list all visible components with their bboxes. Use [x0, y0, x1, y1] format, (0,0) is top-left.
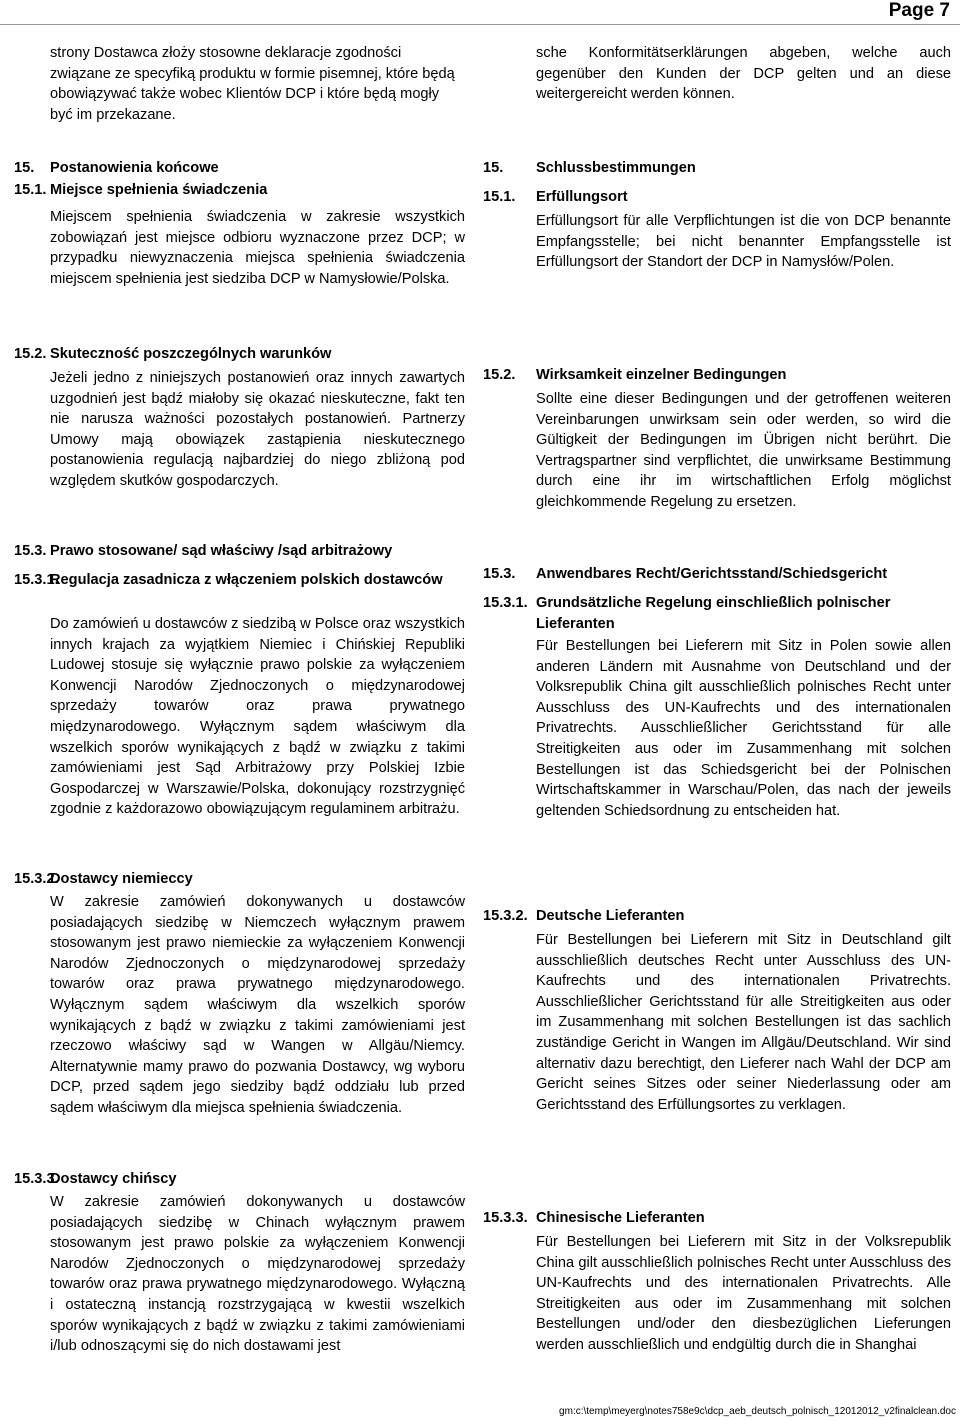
de-section-15-3-number: 15.3. — [483, 566, 516, 582]
page-header — [0, 0, 960, 25]
de-section-15-3-3-number: 15.3.3. — [483, 1210, 528, 1226]
de-section-15-3-2-number: 15.3.2. — [483, 908, 528, 924]
de-section-15-3-1-number: 15.3.1. — [483, 595, 528, 611]
pl-section-15-2-number: 15.2. — [14, 346, 47, 362]
de-section-15-3-3-text: Für Bestellungen bei Lieferern mit Sitz in der Volksrepublik China gilt ausschließlich polnisches Recht unter Ausschluss des UN-Kaufrechts und des internationalen Privatrechts. Alle Streitigkeiten aus oder im Zusammenhang mit solchen Bestellungen und/oder den diesbezüglichen Lieferungen werden ausschließlich und endgültig durch die in Shanghai — [536, 1234, 951, 1353]
de-section-15-3-title: Anwendbares Recht/Gerichtsstand/Schiedsgericht — [536, 566, 888, 582]
pl-section-15-number: 15. — [14, 160, 35, 176]
de-section-15-number: 15. — [483, 160, 504, 176]
pl-section-15-3-2-number: 15.3.2. — [14, 871, 59, 887]
pl-section-15-1-number: 15.1. — [14, 182, 47, 198]
pl-section-15-title: Postanowienia końcowe — [50, 160, 219, 176]
pl-section-15-2-title: Skuteczność poszczególnych warunków — [50, 346, 332, 362]
de-section-15-2-number: 15.2. — [483, 367, 516, 383]
de-section-15-2-title: Wirksamkeit einzelner Bedingungen — [536, 367, 787, 383]
pl-section-15-3-3-text: W zakresie zamówień dokonywanych u dostawców posiadających siedzibę w Chinach wyłącznym prawem stosowanym jest prawo polskie za wyłączeniem Konwencji Narodów Zjednoczonych o międzynarodowej sprzedaży towarów oraz prawa prywatnego międzynarodowego. Wyłączną i ostateczną instancją rozstrzygającą w kwestii wszelkich sporów wynikających z bądź w związku z takimi zamówieniami i/lub odnoszącymi się do nich dostawami jest — [50, 1194, 465, 1355]
pl-section-15-3-2-text: W zakresie zamówień dokonywanych u dostawców posiadających siedzibę w Niemczech wyłącznym prawem stosowanym jest prawo niemieckie za wyłączeniem Konwencji Narodów Zjednoczonych o międzynarodowej sprzedaży towarów oraz prawa prywatnego międzynarodowego. Wyłącznym sądem właściwym dla wszelkich sporów wynikających z bądź w związku z takimi zamówieniami jest rzeczowo właściwy sąd w Wangen w Allgäu/Niemcy. Alternatywnie mamy prawo do pozwania Dostawcy, wg wyboru DCP, przed sądem jego siedziby bądź oddziału lub przed sądem właściwym dla miejsca spełnienia świadczenia. — [50, 894, 465, 1116]
page-number: Page 7 — [888, 0, 950, 21]
pl-section-15-1-text: Miejscem spełnienia świadczenia w zakresie wszystkich zobowiązań jest miejsce odbioru wyznaczone przez DCP; w przypadku niewyznaczenia miejsca spełnienia świadczenia miejscem spełnienia jest siedziba DCP w Namysłowie/Polska. — [50, 209, 465, 287]
de-section-15-3-1-title: Grundsätzliche Regelung einschließlich polnischer Lieferanten — [536, 595, 891, 632]
de-section-15-1-number: 15.1. — [483, 189, 516, 205]
de-section-15-title: Schlussbestimmungen — [536, 160, 696, 176]
de-section-15-3-1-text: Für Bestellungen bei Lieferern mit Sitz in Polen sowie allen anderen Ländern mit Ausnahme von Deutschland und der Volksrepublik China gilt ausschließlich polnisches Recht unter Ausschluss des UN-Kaufrechts und des internationalen Privatrechts. Ausschließlicher Gerichtsstand für alle Streitigkeiten aus oder im Zusammenhang mit solchen Bestellungen ist das Schiedsgericht bei der Polnischen Wirtschaftskammer in Warschau/Polen, das nach der jeweils geltenden Schiedsordnung zu entscheiden hat. — [536, 638, 951, 819]
de-section-15-2-text: Sollte eine dieser Bedingungen und der getroffenen weiteren Vereinbarungen unwirksam sein oder werden, so wird die Gültigkeit der Bedingungen im Übrigen nicht berührt. Die Vertragspartner sind verpflichtet, die unwirksame Bestimmung durch eine ihr im wirtschaftlichen Erfolg möglichst gleichkommende Regelung zu ersetzen. — [536, 391, 951, 510]
document-path-footer: gm:c:\temp\meyerg\notes758e9c\dcp_aeb_deutsch_polnisch_12012012_v2finalclean.doc — [559, 1406, 956, 1417]
pl-continuation-paragraph: strony Dostawca złoży stosowne deklaracje zgodności związane ze specyfiką produktu w formie pisemnej, które będą obowiązywać także wobec Klientów DCP i które będą mogły być im przekazane. — [50, 45, 455, 123]
pl-section-15-3-1-text: Do zamówień u dostawców z siedzibą w Polsce oraz wszystkich innych krajach za wyjątkiem Niemiec i Chińskiej Republiki Ludowej stosuje się wyłącznie prawo polskie za wyłączeniem Konwencji Narodów Zjednoczonych o międzynarodowej sprzedaży towarów oraz prawa prywatnego międzynarodowego. Wyłącznym sądem właściwym dla wszelkich sporów wynikających z bądź w związku z takimi zamówieniami jest Sąd Arbitrażowy przy Polskiej Izbie Gospodarczej w Warszawie/Polska, dokonujący rozstrzygnięć zgodnie z każdorazowo obowiązującym regulaminem arbitrażu. — [50, 616, 465, 818]
pl-section-15-3-3-title: Dostawcy chińscy — [50, 1171, 177, 1187]
de-continuation-paragraph: sche Konformitätserklärungen abgeben, welche auch gegenüber den Kunden der DCP gelten und an diese weitergereicht werden können. — [536, 45, 951, 103]
pl-section-15-3-3-number: 15.3.3. — [14, 1171, 59, 1187]
de-section-15-1-text: Erfüllungsort für alle Verpflichtungen ist die von DCP benannte Empfangsstelle; bei nicht benannter Empfangsstelle ist Erfüllungsort der Standort der DCP in Namysłów/Polen. — [536, 213, 951, 271]
pl-section-15-3-1-title: Regulacja zasadnicza z włączeniem polskich dostawców — [50, 572, 443, 588]
pl-section-15-3-title: Prawo stosowane/ sąd właściwy /sąd arbitrażowy — [50, 543, 393, 559]
de-section-15-3-2-text: Für Bestellungen bei Lieferern mit Sitz in Deutschland gilt ausschließlich deutsches Recht unter Ausschluss des UN-Kaufrechts und des internationalen Privatrechts. Ausschließlicher Gerichtsstand für alle Streitigkeiten aus oder im Zusammenhang mit solchen Bestellungen ist das sachlich zuständige Gericht in Wangen im Allgäu/Deutschland. Wir sind alternativ dazu berechtigt, den Lieferer nach Wahl der DCP am Gericht seines Sitzes oder seiner Niederlassung oder am Gerichtsstand des Erfüllungsortes zu verklagen. — [536, 932, 951, 1113]
pl-section-15-3-number: 15.3. — [14, 543, 47, 559]
pl-section-15-1-title: Miejsce spełnienia świadczenia — [50, 182, 268, 198]
pl-section-15-3-1-number: 15.3.1. — [14, 572, 59, 588]
de-section-15-3-2-title: Deutsche Lieferanten — [536, 908, 685, 924]
pl-section-15-3-2-title: Dostawcy niemieccy — [50, 871, 193, 887]
pl-section-15-2-text: Jeżeli jedno z niniejszych postanowień oraz innych zawartych uzgodnień jest bądź miałoby się okazać nieskuteczne, fakt ten nie narusza ważności pozostałych postanowień. Partnerzy Umowy mają obowiązek zastąpienia nieskutecznego postanowienia regulacją najbardziej do niego zbliżoną pod względem skutków gospodarczych. — [50, 370, 465, 489]
de-section-15-3-3-title: Chinesische Lieferanten — [536, 1210, 705, 1226]
de-section-15-1-title: Erfüllungsort — [536, 189, 628, 205]
